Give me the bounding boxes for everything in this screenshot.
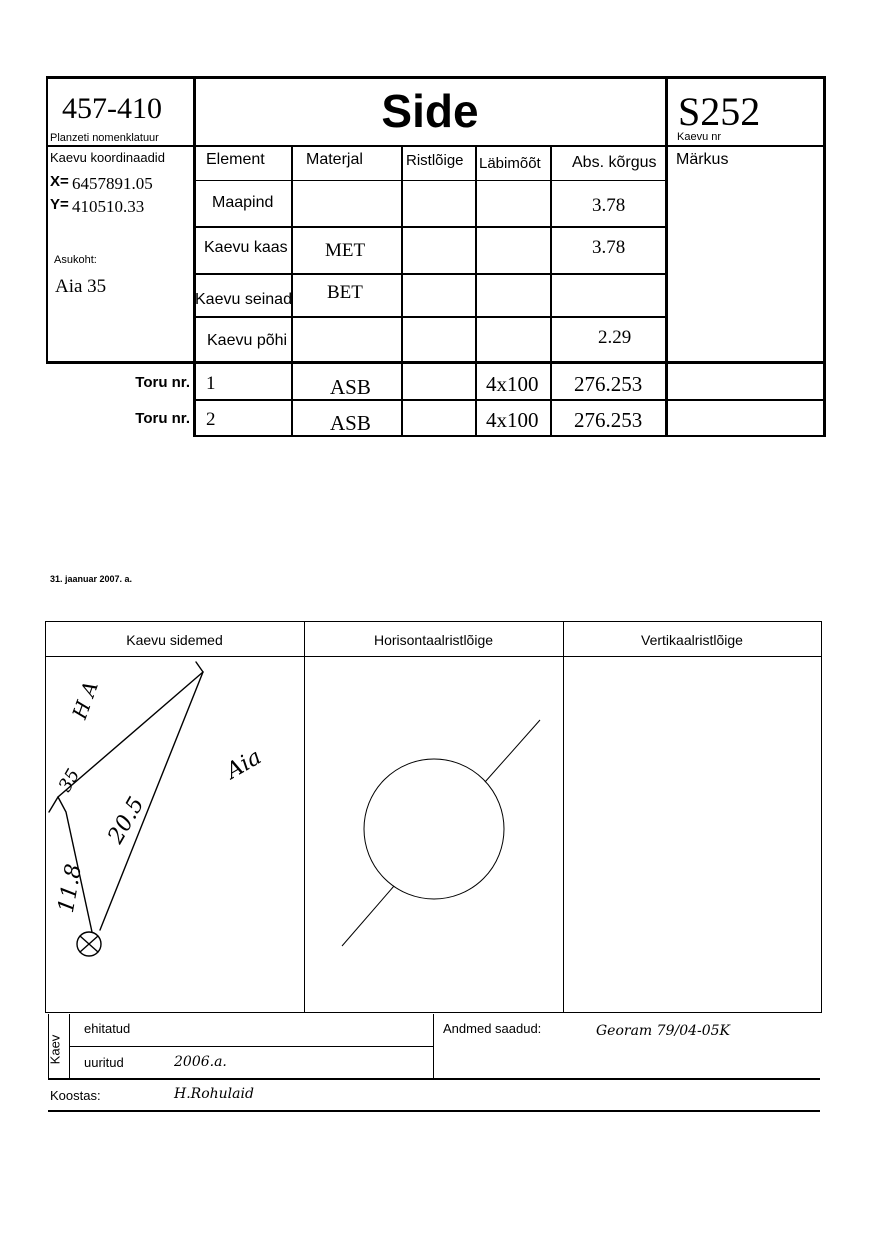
pipe-2-label: Toru nr. xyxy=(135,410,190,427)
document-date: 31. jaanuar 2007. a. xyxy=(50,574,133,584)
surveyed-value: 2006.a. xyxy=(174,1054,227,1070)
pipe-1-label: Toru nr. xyxy=(135,374,190,391)
pipe-2-number: 2 xyxy=(206,409,216,430)
pipe-1-material: ASB xyxy=(330,375,371,399)
location-value: Aia 35 xyxy=(55,276,107,297)
data-source-value: Georam 79/04-05K xyxy=(596,1023,731,1039)
row-abs-bottom: 2.29 xyxy=(598,327,632,348)
col-header-diameter: Läbimõõt xyxy=(479,155,541,172)
y-label: Y= xyxy=(50,196,69,213)
document-title: Side xyxy=(381,85,479,137)
built-label: ehitatud xyxy=(84,1021,131,1036)
x-coordinate: 6457891.05 xyxy=(72,174,153,193)
pipe-1-number: 1 xyxy=(206,373,216,394)
well-number: S252 xyxy=(678,89,761,134)
col-header-element: Element xyxy=(206,151,265,168)
sketch-dimension-205: 20.5 xyxy=(103,793,150,848)
col-header-cross-section: Ristlõige xyxy=(406,152,464,169)
y-coordinate: 410510.33 xyxy=(72,197,145,216)
row-element-walls: Kaevu seinad xyxy=(195,291,292,308)
sketch-dimension-35: 35 xyxy=(54,765,85,796)
author-value: H.Rohulaid xyxy=(174,1086,254,1102)
col-header-notes: Märkus xyxy=(676,151,729,168)
sketch-dimension-118: 11.8 xyxy=(53,862,88,915)
row-abs-ground: 3.78 xyxy=(592,195,626,216)
row-element-bottom: Kaevu põhi xyxy=(207,332,288,349)
map-sheet-code: 457-410 xyxy=(62,92,162,125)
kaev-label: Kaev xyxy=(47,1034,63,1065)
data-source-label: Andmed saadud: xyxy=(443,1021,542,1036)
x-label: X= xyxy=(50,173,69,190)
pipe-2-material: ASB xyxy=(330,411,371,435)
sketch-label-street: Aia xyxy=(222,744,266,785)
row-element-ground: Maapind xyxy=(212,194,274,211)
pipe-2-abs-height: 276.253 xyxy=(574,408,643,432)
row-material-lid: MET xyxy=(325,240,366,261)
col-header-material: Materjal xyxy=(306,151,363,168)
author-label: Koostas: xyxy=(50,1088,101,1103)
pipe-2-diameter: 4x100 xyxy=(486,408,539,432)
pipe-1-abs-height: 276.253 xyxy=(574,372,643,396)
col-header-abs-height: Abs. kõrgus xyxy=(572,154,657,171)
row-element-lid: Kaevu kaas xyxy=(204,239,288,256)
well-number-label: Kaevu nr xyxy=(677,131,722,143)
sketch-label-street-top: H A xyxy=(67,677,103,723)
panel-title-connections: Kaevu sidemed xyxy=(126,632,223,648)
map-sheet-code-label: Planzeti nomenklatuur xyxy=(50,132,159,144)
surveyed-label: uuritud xyxy=(84,1055,124,1070)
pipe-1-diameter: 4x100 xyxy=(486,372,539,396)
coordinates-label: Kaevu koordinaadid xyxy=(50,150,165,165)
panel-title-horizontal: Horisontaalristlõige xyxy=(373,632,494,648)
panel-title-vertical: Vertikaalristlõige xyxy=(641,632,743,648)
row-abs-lid: 3.78 xyxy=(592,237,626,258)
location-label: Asukoht: xyxy=(54,254,97,266)
row-material-walls: BET xyxy=(327,282,363,303)
